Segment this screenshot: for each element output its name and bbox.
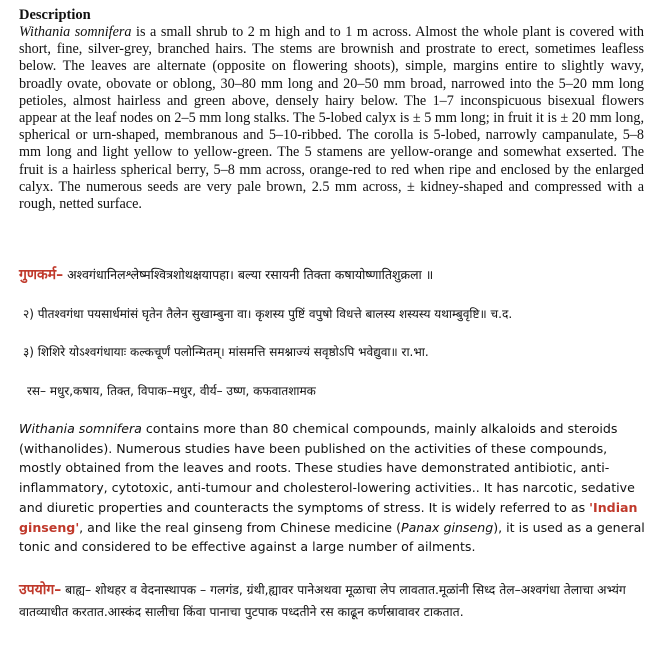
gunakarma-line <box>19 265 649 284</box>
description-text <box>19 24 644 213</box>
chemistry-paragraph <box>19 419 649 557</box>
panax-ginseng-name: Panax ginseng <box>400 519 494 535</box>
description-body: is a small shrub to 2 m high and to 1 m across. Almost the whole plant is covered with short, fine, silver-grey, branched hairs. The stems are brownish and prostrate to erect, sometimes leafless below. The leaves are alternate (opposite on flowering shoots), simple, margins entire to slightly wavy, broadly ovate, obovate or oblong, 30–80 mm long and 20–50 mm broad, narrowed into the 5–20 mm long petioles, almost hairless and green above, densely hairy below. The 1–7 inconspicuous bisexual flowers appear at the leaf nodes on 2–5 mm long stalks. The 5-lobed calyx is ± 5 mm long; in fruit it is ± 20 mm long, spherical or urn-shaped, membranous and 5–10-ribbed. The corolla is 5-lobed, narrowly campanulate, 5–8 mm long and light yellow to yellow-green. The 5 stamens are yellow-orange and somewhat exserted. The fruit is a hairless spherical berry, 5–8 mm across, orange-red to red when ripe and enclosed by the enlarged calyx. The numerous seeds are very pale brown, 2.5 mm across, ± kidney-shaped and compressed with a rough, netted surface. <box>19 24 644 213</box>
paragraph-text-2: , and like the real ginseng from Chinese medicine ( <box>79 519 401 535</box>
upayog-label: उपयोग– <box>19 582 62 598</box>
paragraph-text-1: contains more than 80 chemical compounds, mainly alkaloids and steroids (withanolides). Numerous studies have been published on the activities of these compounds, mostly obtained from the leaves and roots. These studies have demonstrated antibiotic, anti-inflammatory, cytotoxic, anti-tumour and cholesterol-lowering activities.. It has narcotic, sedative and diuretic properties and counteracts the symptoms of stress. It is widely referred to as <box>19 421 635 515</box>
species-name: Withania somnifera <box>19 24 132 40</box>
gunakarma-text: अश्वगंधानिलश्लेष्मश्वित्रशोथक्षयापहा। बल्या रसायनी तिक्ता कषायोष्णातिशुक्रला ॥ <box>63 267 434 282</box>
verse-3: ३) शिशिरे योऽश्वगंधायाः कल्कचूर्णं पलोन्मितम्। मांसमत्ति समश्नाज्यं सवृष्ठोऽपि भवेद्युवा॥ रा.भा. <box>23 345 429 359</box>
indian-ginseng-highlight: 'Indian ginseng' <box>19 499 638 535</box>
upayog-section <box>19 579 649 623</box>
upayog-text: बाह्य– शोथहर व वेदनास्थापक – गलगंड, ग्रंथी,ह्यावर पानेअथवा मूळाचा लेप लावतात.मूळांनी सिध्द तेल–अश्वगंधा तेलाचा अभ्यंग वातव्याधीत करतात.आस्कंद सालीचा किंवा पानाचा पुटपाक पध्दतीने रस काढून कर्णस्रावावर टाकतात. <box>19 583 626 619</box>
verse-2: २) पीतश्वगंधा पयसार्धमांसं घृतेन तैलेन सुखाम्बुना वा। कृशस्य पुष्टिं वपुषो विधत्ते बालस्य शस्यस्य यथाम्बुवृष्टि॥ च.द. <box>23 307 513 321</box>
rasa-line: रस– मधुर,कषाय, तिक्त, विपाक–मधुर, वीर्य– उष्ण, कफवातशामक <box>27 384 316 398</box>
paragraph-text-3: ), it is used as a general tonic and considered to be effective against a large number of ailments. <box>19 519 645 555</box>
description-heading: Description <box>19 7 91 23</box>
gunakarma-label: गुणकर्म– <box>19 267 64 283</box>
species-name-2: Withania somnifera <box>19 421 142 436</box>
